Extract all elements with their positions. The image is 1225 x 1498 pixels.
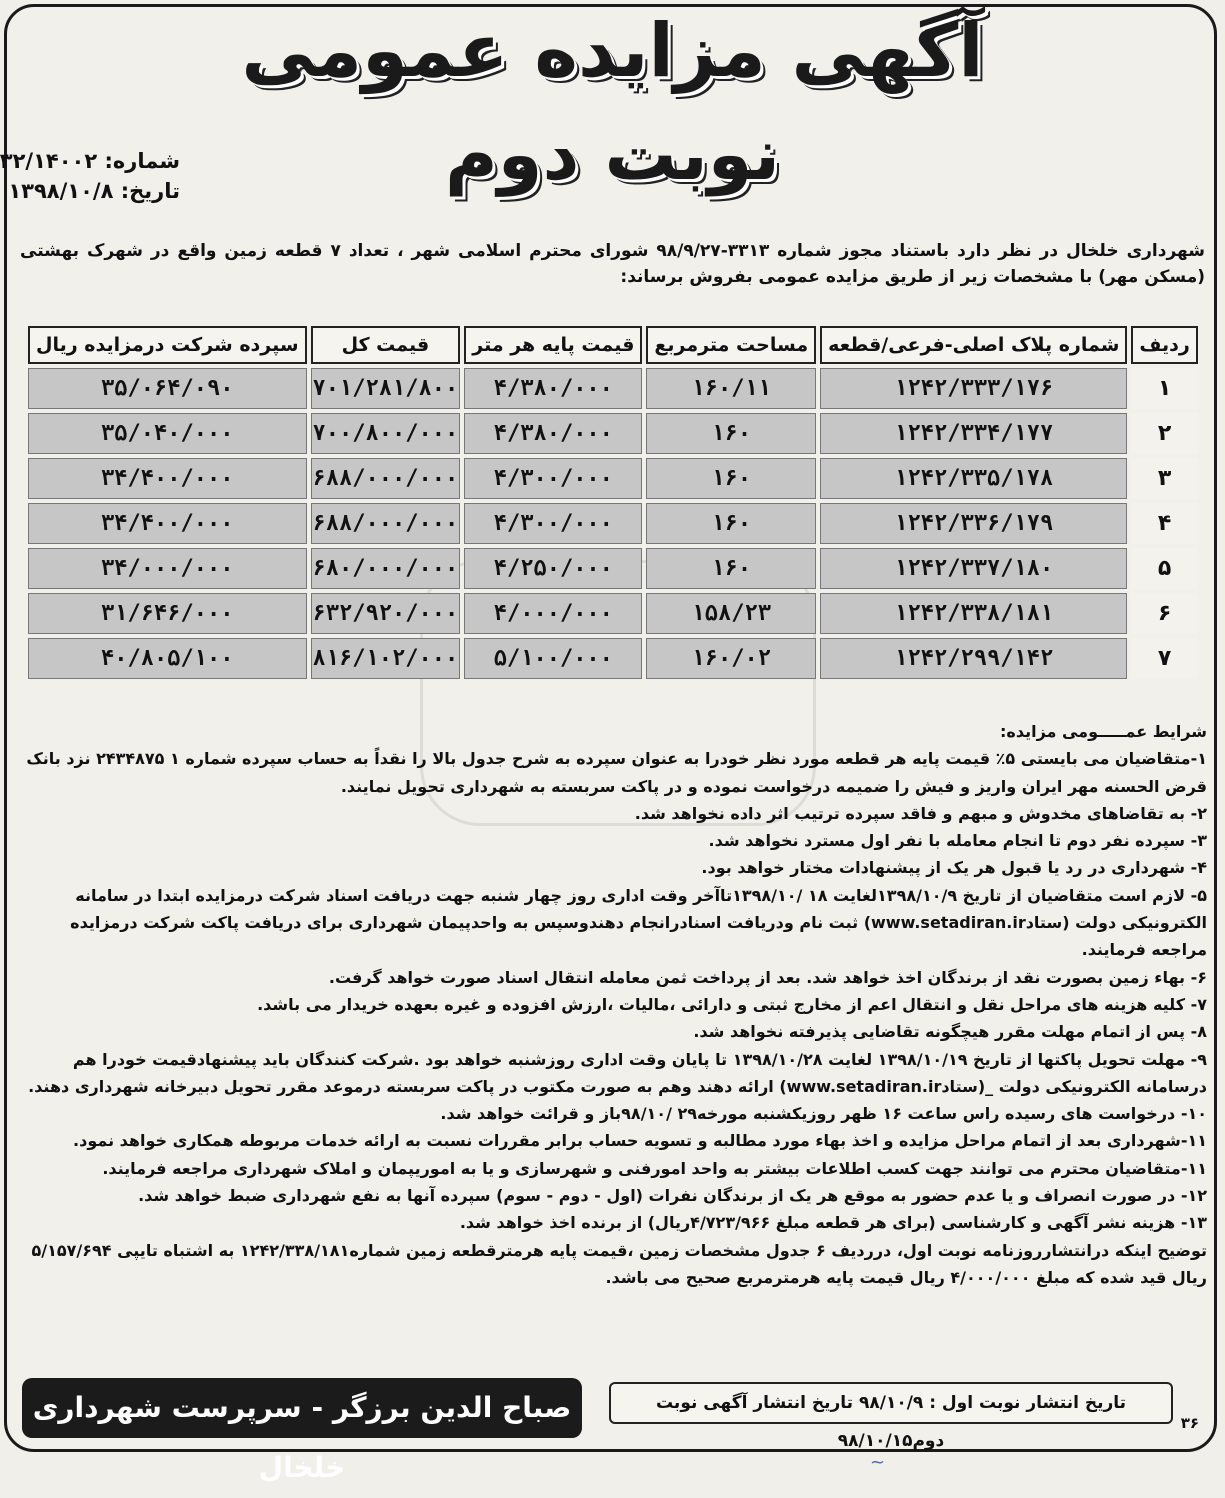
condition-item: ۱۳- هزینه نشر آگهی و کارشناسی (برای هر قطعه مبلغ ۴/۷۲۳/۹۶۶ریال) از برنده اخذ خواهد شد. <box>459 1213 1207 1233</box>
area-cell: ۱۶۰/۰۲ <box>646 638 816 679</box>
table-row <box>28 503 1198 544</box>
table-header-row <box>28 326 1198 364</box>
page-number: ۳۶ <box>1180 1414 1199 1432</box>
total-price-cell: ۶۸۰/۰۰۰/۰۰۰ <box>311 548 461 589</box>
total-price-cell: ۶۳۲/۹۲۰/۰۰۰ <box>311 593 461 634</box>
area-cell: ۱۶۰ <box>646 458 816 499</box>
col-area: مساحت مترمربع <box>646 326 816 364</box>
base-price-cell: ۴/۳۰۰/۰۰۰ <box>464 458 642 499</box>
deposit-cell: ۳۴/۴۰۰/۰۰۰ <box>28 503 307 544</box>
table-row <box>28 638 1198 679</box>
notice-title: آگهی مزایده عمومی <box>241 8 984 94</box>
reference-box <box>0 146 180 206</box>
row-number-cell: ۵ <box>1131 548 1197 589</box>
plate-cell: ۱۲۴۲/۳۳۸/۱۸۱ <box>820 593 1127 634</box>
table-row <box>28 548 1198 589</box>
row-number-cell: ۷ <box>1131 638 1197 679</box>
deposit-cell: ۳۴/۴۰۰/۰۰۰ <box>28 458 307 499</box>
condition-item: ۱۱-شهرداری بعد از اتمام مراحل مزایده و اخذ بهاء مورد مطالبه و تسویه حساب برابر مقررات نسبت به ارائه خدمات مربوطه همکاری خواهد نمود. <box>73 1131 1207 1151</box>
condition-item: ۷- کلیه هزینه های مراحل نقل و انتقال اعم از مخارج ثبتی و دارائی ،مالیات ،ارزش افزوده و غیره بعهده خریدار می باشد. <box>257 994 1207 1014</box>
publication-dates: تاریخ انتشار نوبت اول : ۹۸/۱۰/۹ تاریخ انتشار آگهی نوبت دوم۹۸/۱۰/۱۵ <box>609 1382 1173 1424</box>
intro-paragraph: شهرداری خلخال در نظر دارد باستناد مجوز شماره ۳۳۱۳-۹۸/۹/۲۷ شورای محترم اسلامی شهر ، تعداد ۷ قطعه زمین واقع در شهرک بهشتی (مسکن مهر) با مشخصات زیر از طریق مزایده عمومی بفروش برساند: <box>20 241 1205 287</box>
condition-item: ۹- مهلت تحویل پاکتها از تاریخ ۱۳۹۸/۱۰/۱۹ لغایت ۱۳۹۸/۱۰/۲۸ تا پایان وقت اداری روزشنبه خواهد بود .شرکت کنندگان باید پیشنهادقیمت خودرا هم درسامانه الکترونیکی دولت _(ستادwww.setadiran.ir) ارائه دهند وهم به صورت مکتوب در پاکت سربسته درموعد مقرر تحویل دبیرخانه شهرداری دهند. <box>28 1049 1207 1096</box>
plate-cell: ۱۲۴۲/۳۳۴/۱۷۷ <box>820 413 1127 454</box>
signature-bar: صباح الدین برزگر - سرپرست شهرداری خلخال <box>22 1378 582 1438</box>
area-cell: ۱۵۸/۲۳ <box>646 593 816 634</box>
condition-item: ۱۱-متقاضیان محترم می توانند جهت کسب اطلاعات بیشتر به واحد امورفنی و شهرسازی و یا به اموریپمان و املاک شهرداری مراجعه فرمایند. <box>102 1158 1207 1178</box>
condition-item: ۸- پس از اتمام مهلت مقرر هیچگونه تقاضایی پذیرفته نخواهد شد. <box>693 1022 1207 1042</box>
table-row <box>28 413 1198 454</box>
footer <box>22 1378 1203 1484</box>
land-plots-table <box>24 322 1202 683</box>
total-price-cell: ۶۸۸/۰۰۰/۰۰۰ <box>311 503 461 544</box>
row-number-cell: ۱ <box>1131 368 1197 409</box>
row-number-cell: ۴ <box>1131 503 1197 544</box>
condition-item: ۱۰- درخواست های رسیده راس ساعت ۱۶ ظهر روزیکشنبه مورخه۲۹ /۹۸/۱۰باز و قرائت خواهد شد. <box>440 1104 1207 1124</box>
condition-item: ۵- لازم است متقاضیان از تاریخ ۱۳۹۸/۱۰/۹لغایت ۱۸ /۱۳۹۸/۱۰تاآخر وقت اداری روز چهار شنبه جهت دریافت اسناد شرکت درمزایده ابتدا در سامانه الکترونیکی دولت (ستادwww.setadiran.ir) ثبت نام ودریافت اسنادرانجام دهندوسپس به واحدپیمان شهرداری برای دریافت پاکت شرکت درمزایده مراجعه فرمایند. <box>70 885 1207 960</box>
condition-item: ۲- به تقاضاهای مخدوش و مبهم و فاقد سپرده ترتیب اثر داده نخواهد شد. <box>634 803 1207 823</box>
reference-number: شماره: ۳۲/۱۴۰۰۲ <box>0 149 180 173</box>
area-cell: ۱۶۰ <box>646 413 816 454</box>
area-cell: ۱۶۰/۱۱ <box>646 368 816 409</box>
table-row <box>28 593 1198 634</box>
condition-item: ۴- شهرداری در رد یا قبول هر یک از پیشنهادات مختار خواهد بود. <box>701 858 1207 878</box>
deposit-cell: ۴۰/۸۰۵/۱۰۰ <box>28 638 307 679</box>
area-cell: ۱۶۰ <box>646 548 816 589</box>
plate-cell: ۱۲۴۲/۳۳۷/۱۸۰ <box>820 548 1127 589</box>
notice-subtitle: نوبت دوم <box>445 112 780 196</box>
plate-cell: ۱۲۴۲/۳۳۵/۱۷۸ <box>820 458 1127 499</box>
base-price-cell: ۴/۳۸۰/۰۰۰ <box>464 413 642 454</box>
condition-item: ۱-متقاضیان می بایستی ۵٪ قیمت پایه هر قطعه مورد نظر خودرا به عنوان سپرده به شرح جدول بالا را نقداً به حساب سپرده شماره ۱ ۲۴۳۴۸۷۵ نزد بانک قرض الحسنه مهر ایران واریز و فیش را ضمیمه درخواست نموده و در پاکت سربسته به شهرداری تحویل نمایند. <box>26 749 1207 796</box>
reference-date: تاریخ: ۱۳۹۸/۱۰/۸ <box>8 179 180 203</box>
total-price-cell: ۶۸۸/۰۰۰/۰۰۰ <box>311 458 461 499</box>
total-price-cell: ۷۰۰/۸۰۰/۰۰۰ <box>311 413 461 454</box>
condition-item: ۶- بهاء زمین بصورت نقد از برندگان اخذ خواهد شد. بعد از پرداخت ثمن معامله انتقال اسناد صورت خواهد گرفت. <box>328 967 1207 987</box>
condition-item: ۱۲- در صورت انصراف و یا عدم حضور به موقع هر یک از برندگان نفرات (اول - دوم - سوم) سپرده آنها به نفع شهرداری ضبط خواهد شد. <box>138 1186 1207 1206</box>
conditions-heading: شرایط عمـــــومی مزایده: <box>999 722 1207 741</box>
row-number-cell: ۲ <box>1131 413 1197 454</box>
total-price-cell: ۸۱۶/۱۰۲/۰۰۰ <box>311 638 461 679</box>
row-number-cell: ۳ <box>1131 458 1197 499</box>
handwritten-mark: ~ <box>870 1452 886 1473</box>
table-row <box>28 458 1198 499</box>
row-number-cell: ۶ <box>1131 593 1197 634</box>
total-price-cell: ۷۰۱/۲۸۱/۸۰۰ <box>311 368 461 409</box>
col-row-number: ردیف <box>1131 326 1197 364</box>
plate-cell: ۱۲۴۲/۳۳۳/۱۷۶ <box>820 368 1127 409</box>
col-total-price: قیمت کل <box>311 326 461 364</box>
deposit-cell: ۳۴/۰۰۰/۰۰۰ <box>28 548 307 589</box>
correction-note: توضیح اینکه درانتشارروزنامه نوبت اول، درردیف ۶ جدول مشخصات زمین ،قیمت پایه هرمترقطعه زمین شماره۱۲۴۲/۳۳۸/۱۸۱ به اشتباه تایپی ۵/۱۵۷/۶۹۴ ریال قید شده که مبلغ ۴/۰۰۰/۰۰۰ ریال قیمت پایه هرمترمربع صحیح می باشد. <box>31 1240 1207 1287</box>
col-deposit: سپرده شرکت درمزایده ریال <box>28 326 307 364</box>
deposit-cell: ۳۱/۶۴۶/۰۰۰ <box>28 593 307 634</box>
base-price-cell: ۴/۳۰۰/۰۰۰ <box>464 503 642 544</box>
base-price-cell: ۴/۰۰۰/۰۰۰ <box>464 593 642 634</box>
deposit-cell: ۳۵/۰۴۰/۰۰۰ <box>28 413 307 454</box>
base-price-cell: ۴/۳۸۰/۰۰۰ <box>464 368 642 409</box>
conditions-section <box>18 718 1207 1291</box>
deposit-cell: ۳۵/۰۶۴/۰۹۰ <box>28 368 307 409</box>
area-cell: ۱۶۰ <box>646 503 816 544</box>
base-price-cell: ۴/۲۵۰/۰۰۰ <box>464 548 642 589</box>
condition-item: ۳- سپرده نفر دوم تا انجام معامله با نفر اول مسترد نخواهد شد. <box>708 831 1207 851</box>
plate-cell: ۱۲۴۲/۲۹۹/۱۴۲ <box>820 638 1127 679</box>
base-price-cell: ۵/۱۰۰/۰۰۰ <box>464 638 642 679</box>
plate-cell: ۱۲۴۲/۳۳۶/۱۷۹ <box>820 503 1127 544</box>
table-row <box>28 368 1198 409</box>
col-base-price: قیمت پایه هر متر <box>464 326 642 364</box>
col-plate-number: شماره پلاک اصلی-فرعی/قطعه <box>820 326 1127 364</box>
